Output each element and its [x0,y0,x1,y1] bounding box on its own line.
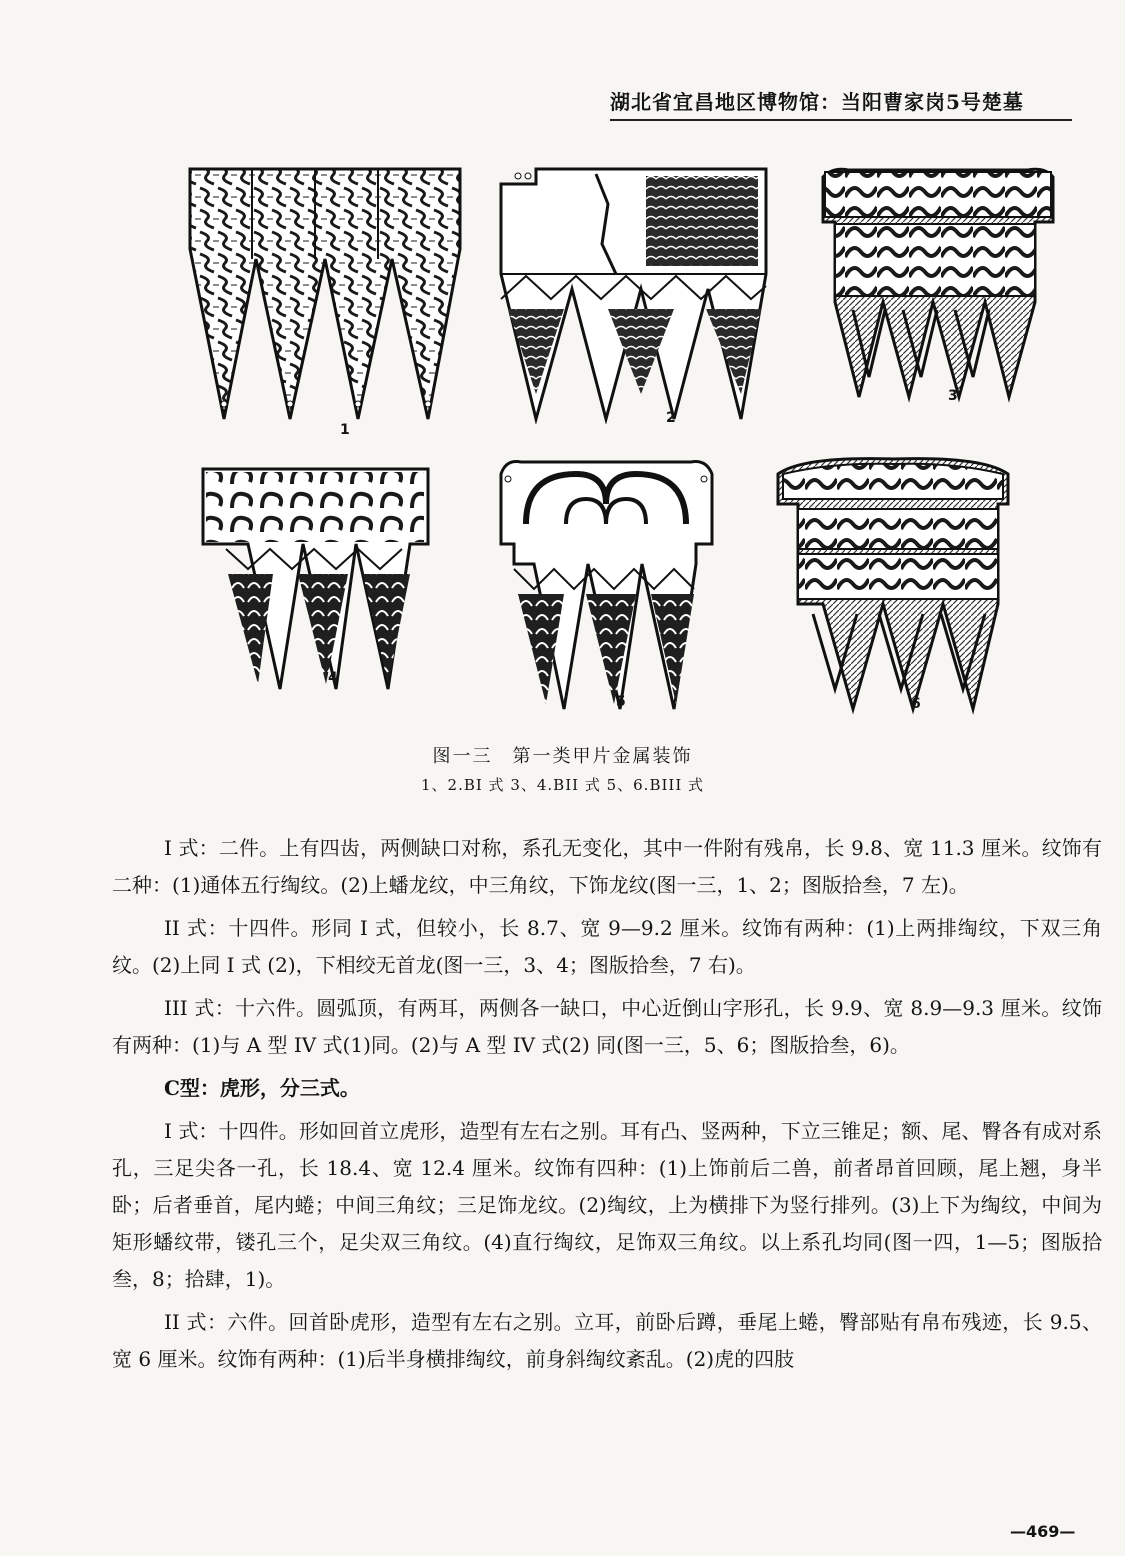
armor-plate-rope-pattern-icon [180,164,470,424]
armor-plate-cloud-pattern-icon [486,454,726,716]
plate-number: 6 [911,696,921,712]
running-head: 湖北省宜昌地区博物馆：当阳曹家岗5号楚墓 [610,86,1072,121]
plate-4 [198,464,438,694]
plate-number: 2 [666,410,676,426]
armor-plate-coiled-dragon-icon [198,464,438,694]
plate-number: 4 [328,670,338,686]
page-number: —469— [1010,1522,1076,1541]
plate-number: 3 [948,388,958,404]
plate-2 [496,164,786,424]
plate-1 [180,164,470,438]
armor-plate-triple-rope-icon [773,454,1013,716]
caption-title: 图一三 第一类甲片金属装饰 [432,746,693,767]
figure-caption [0,742,1125,795]
armor-plate-dragon-pattern-icon [496,164,786,424]
armor-plate-double-rope-icon [813,162,1063,422]
section-subhead: C型：虎形，分三式。 [164,1076,360,1100]
paragraph: II 式：六件。回首卧虎形，造型有左右之别。立耳，前卧后蹲，垂尾上蜷，臀部贴有帛布残迹，长 9.5、宽 6 厘米。纹饰有两种：(1)后半身横排绹纹，前身斜绹纹紊乱。(2)虎的四肢 [112,1310,1102,1371]
figure-13 [168,152,1068,722]
paragraph: II 式：十四件。形同 I 式，但较小，长 8.7、宽 9—9.2 厘米。纹饰有两种：(1)上两排绹纹，下双三角纹。(2)上同 I 式 (2)，下相绞无首龙(图一三，3、4；图版拾叁，7 右)。 [112,916,1102,977]
body-text [112,830,1102,1384]
plate-number: 1 [340,422,350,438]
plate-number: 5 [616,694,626,710]
paragraph: I 式：十四件。形如回首立虎形，造型有左右之别。耳有凸、竖两种，下立三锥足；额、尾、臀各有成对系孔，三足尖各一孔，长 18.4、宽 12.4 厘米。纹饰有四种：(1)上饰前后二兽，前者昂首回顾，尾上翘，身半卧；后者垂首，尾内蜷；中间三角纹；三足饰龙纹。(2)绹纹，上为横排下为竖行排列。(3)上下为绹纹，中间为矩形蟠纹带，镂孔三个，足尖双三角纹。(4)直行绹纹，足饰双三角纹。以上系孔均同(图一四，1—5；图版拾叁，8；拾肆，1)。 [112,1119,1102,1291]
caption-subtitle: 1、2.BI 式 3、4.BII 式 5、6.BIII 式 [420,776,705,794]
plate-5 [486,454,726,716]
plate-6 [773,454,1013,716]
paragraph: III 式：十六件。圆弧顶，有两耳，两侧各一缺口，中心近倒山字形孔，长 9.9、宽 8.9—9.3 厘米。纹饰有两种：(1)与 A 型 IV 式(1)同。(2)与 A 型 IV 式(2) 同(图一三，5、6；图版拾叁，6)。 [112,996,1102,1057]
paragraph: I 式：二件。上有四齿，两侧缺口对称，系孔无变化，其中一件附有残帛，长 9.8、宽 11.3 厘米。纹饰有二种：(1)通体五行绹纹。(2)上蟠龙纹，中三角纹，下饰龙纹(图一三，1、2；图版拾叁，7 左)。 [112,836,1102,897]
plate-3 [813,162,1063,422]
